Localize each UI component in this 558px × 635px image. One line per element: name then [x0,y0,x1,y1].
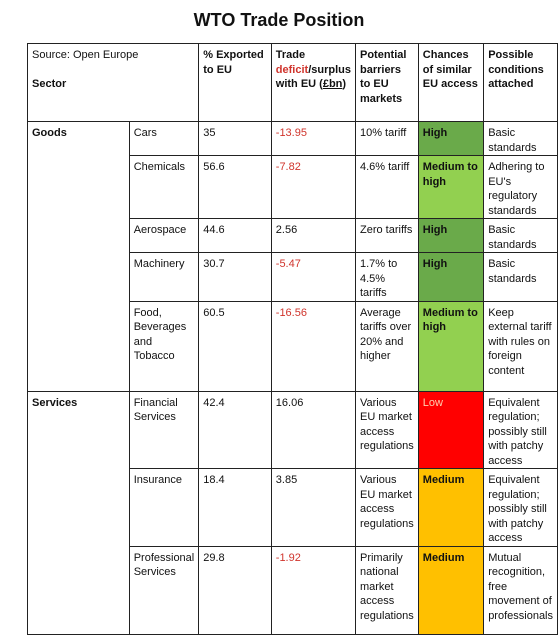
subsector-cell: Food, Beverages and Tobacco [129,301,199,391]
trade-header-deficit: deficit [275,63,309,76]
document-title: WTO Trade Position [193,10,365,30]
subsector-cell: Chemicals [129,156,199,219]
conditions-header: Possible conditions attached [484,44,558,122]
exported-cell: 42.4 [199,391,272,469]
barriers-cell: Primarily national market access regulations [355,546,418,634]
wto-trade-table [27,43,558,635]
sector-group-services: Services [28,391,130,634]
exported-header: % Exported to EU [199,44,272,122]
barriers-cell: Various EU market access regulations [355,391,418,469]
chance-cell: Low [418,391,483,469]
trade-balance-cell: 2.56 [271,219,355,253]
subsector-cell: Financial Services [129,391,199,469]
exported-cell: 60.5 [199,301,272,391]
trade-balance-cell: -1.92 [271,546,355,634]
trade-header-prefix: Trade [275,49,306,61]
chance-cell: Medium to high [418,301,483,391]
trade-balance-cell: -5.47 [271,253,355,302]
chance-cell: High [418,122,483,156]
source-label: Source: Open Europe [32,49,139,61]
chance-cell: Medium [418,469,483,547]
exported-cell: 18.4 [199,469,272,547]
trade-header-unit: £bn [322,78,343,90]
exported-cell: 30.7 [199,253,272,302]
trade-header-suffix: ) [342,78,347,90]
trade-balance-cell: -16.56 [271,301,355,391]
subsector-cell: Insurance [129,469,199,547]
conditions-cell: Mutual recognition, free movement of professionals [484,546,558,634]
trade-balance-cell: 16.06 [271,391,355,469]
trade-balance-cell: 3.85 [271,469,355,547]
barriers-cell: 10% tariff [355,122,418,156]
subsector-cell: Professional Services [129,546,199,634]
barriers-cell: Zero tariffs [355,219,418,253]
exported-cell: 44.6 [199,219,272,253]
barriers-cell: 4.6% tariff [355,156,418,219]
sector-header: Sector [32,77,67,90]
chance-cell: Medium [418,546,483,634]
table-row [28,122,558,156]
exported-cell: 35 [199,122,272,156]
conditions-cell: Adhering to EU's regulatory standards [484,156,558,219]
trade-header-mid: /surplus with EU ( [275,63,351,90]
chance-cell: High [418,219,483,253]
trade-balance-cell: -7.82 [271,156,355,219]
barriers-cell: Average tariffs over 20% and higher [355,301,418,391]
conditions-cell: Basic standards [484,219,558,253]
conditions-cell: Keep external tariff with rules on foreign content [484,301,558,391]
subsector-cell: Aerospace [129,219,199,253]
trade-header [271,44,355,122]
conditions-cell: Equivalent regulation; possibly still with patchy access [484,469,558,547]
header-row [28,44,558,122]
chance-cell: Medium to high [418,156,483,219]
subsector-cell: Cars [129,122,199,156]
chance-cell: High [418,253,483,302]
barriers-cell: Various EU market access regulations [355,469,418,547]
subsector-cell: Machinery [129,253,199,302]
conditions-cell: Equivalent regulation; possibly still with patchy access [484,391,558,469]
conditions-cell: Basic standards [484,122,558,156]
chances-header: Chances of similar EU access [418,44,483,122]
exported-cell: 56.6 [199,156,272,219]
barriers-cell: 1.7% to 4.5% tariffs [355,253,418,302]
exported-cell: 29.8 [199,546,272,634]
trade-balance-cell: -13.95 [271,122,355,156]
table-row [28,391,558,469]
conditions-cell: Basic standards [484,253,558,302]
barriers-header: Potential barriers to EU markets [355,44,418,122]
header-source-sector-cell [28,44,199,122]
sector-group-goods: Goods [28,122,130,392]
